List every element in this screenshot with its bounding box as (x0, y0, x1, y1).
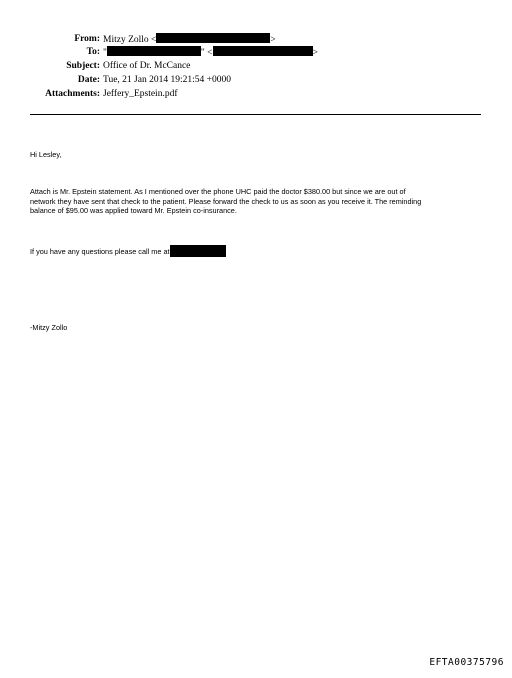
attachments-row (0, 88, 512, 101)
message-paragraph (30, 187, 490, 216)
to-close: > (312, 48, 318, 58)
from-name: Mitzy Zollo < (103, 35, 157, 45)
questions-text: If you have any questions please call me at (30, 247, 170, 256)
document-id: EFTA00375796 (429, 657, 504, 668)
from-row (0, 33, 512, 46)
message-line: network they have sent that check to the patient. Please forward the check to us as soon as you receive it. The reminding (30, 196, 422, 206)
date-value: Tue, 21 Jan 2014 19:21:54 +0000 (103, 75, 231, 85)
from-value (103, 33, 276, 47)
subject-value: Office of Dr. McCance (103, 61, 191, 71)
from-close: > (270, 35, 276, 45)
redaction-box (107, 46, 201, 56)
to-mid: " < (200, 48, 213, 58)
greeting: Hi Lesley, (30, 150, 62, 159)
date-row (0, 74, 512, 87)
attachment-link[interactable]: Jeffery_Epstein.pdf (103, 89, 178, 99)
subject-row (0, 60, 512, 73)
redaction-box (156, 33, 270, 43)
questions-line (30, 245, 226, 257)
date-label: Date: (77, 75, 100, 85)
to-open: " (103, 48, 107, 58)
header-divider (30, 114, 481, 115)
to-row (0, 46, 512, 59)
signature: -Mitzy Zollo (30, 323, 68, 332)
from-label: From: (74, 34, 100, 44)
message-line: balance of $95.00 was applied toward Mr. Epstein co-insurance. (30, 206, 237, 216)
attachments-label: Attachments: (45, 89, 100, 99)
message-line: Attach is Mr. Epstein statement. As I mentioned over the phone UHC paid the doctor $380.00 but since we are out of (30, 187, 406, 196)
to-value (103, 46, 318, 60)
redaction-box (213, 46, 313, 56)
redaction-box (170, 245, 226, 257)
subject-label: Subject: (66, 61, 100, 71)
to-label: To: (86, 47, 100, 57)
